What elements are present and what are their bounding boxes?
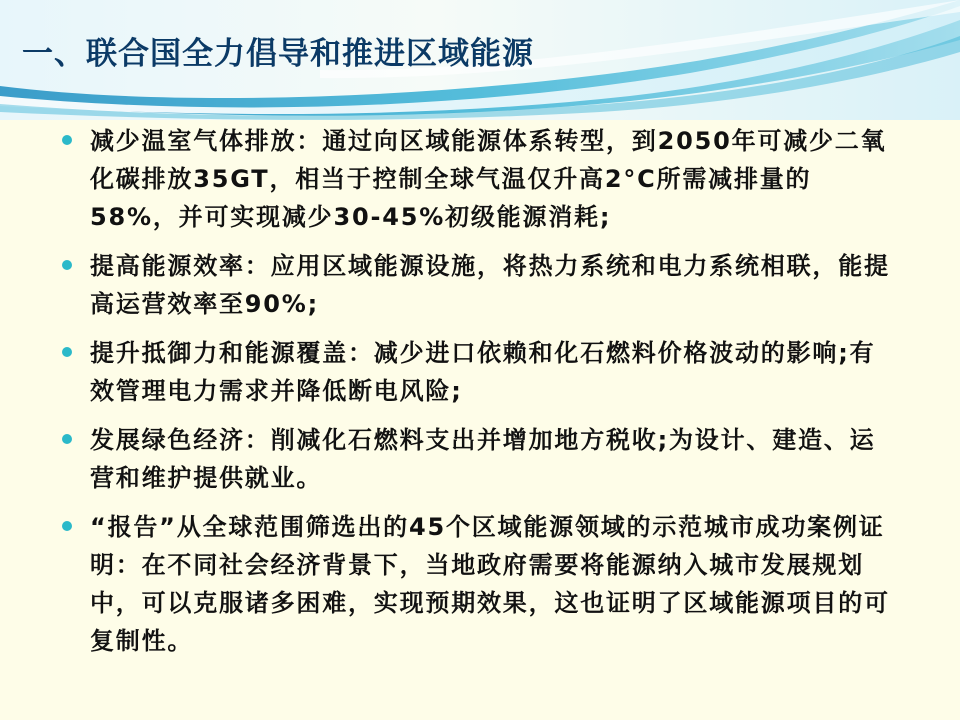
bullet-text: “报告”从全球范围筛选出的45个区域能源领域的示范城市成功案例证明：在不同社会经济背景下，当地政府需要将能源纳入城市发展规划中，可以克服诸多困难，实现预期效果，这也证明了区域能源项目的可复制性。 <box>90 513 890 655</box>
bullet-text: 提升抵御力和能源覆盖：减少进口依赖和化石燃料价格波动的影响;有效管理电力需求并降低断电风险; <box>90 339 876 405</box>
bullet-emissions <box>58 122 898 236</box>
bullet-dot-icon <box>62 521 72 531</box>
bullet-efficiency <box>58 247 898 323</box>
bullet-text: 减少温室气体排放：通过向区域能源体系转型，到2050年可减少二氧化碳排放35GT，相当于控制全球气温仅升高2°C所需减排量的58%，并可实现减少30-45%初级能源消耗; <box>90 127 887 231</box>
bullet-report-cases <box>58 508 898 660</box>
bullet-resilience <box>58 334 898 410</box>
bullet-text: 发展绿色经济：削减化石燃料支出并增加地方税收;为设计、建造、运营和维护提供就业。 <box>90 426 876 492</box>
bullet-list <box>58 122 898 671</box>
bullet-dot-icon <box>62 434 72 444</box>
slide-title: 一、联合国全力倡导和推进区域能源 <box>22 36 534 72</box>
bullet-green-economy <box>58 421 898 497</box>
bullet-text: 提高能源效率：应用区域能源设施，将热力系统和电力系统相联，能提高运营效率至90%; <box>90 252 890 318</box>
bullet-dot-icon <box>62 260 72 270</box>
bullet-dot-icon <box>62 347 72 357</box>
bullet-dot-icon <box>62 135 72 145</box>
